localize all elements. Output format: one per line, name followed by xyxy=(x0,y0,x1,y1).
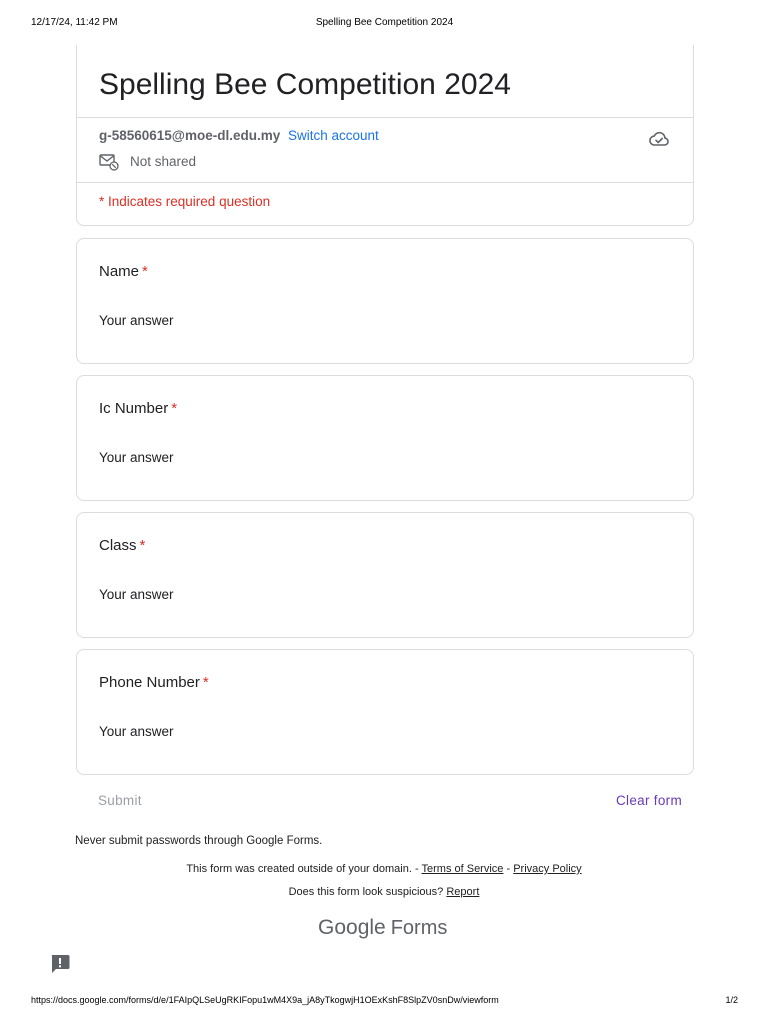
account-email: g-58560615@moe-dl.edu.my xyxy=(99,128,281,143)
not-shared-label: Not shared xyxy=(130,154,197,169)
feedback-icon[interactable] xyxy=(49,953,71,975)
phone-number-input[interactable]: Your answer xyxy=(99,724,174,739)
password-warning: Never submit passwords through Google Forms. xyxy=(75,835,323,847)
question-card-name xyxy=(76,238,694,364)
form-header-card xyxy=(76,45,694,226)
google-forms-logo[interactable] xyxy=(318,916,447,946)
print-header xyxy=(31,17,738,31)
ic-number-input[interactable]: Your answer xyxy=(99,450,174,465)
header-divider-2 xyxy=(77,182,693,183)
submit-button[interactable]: Submit xyxy=(98,793,142,808)
domain-text: This form was created outside of your domain. - xyxy=(186,863,419,875)
print-title: Spelling Bee Competition 2024 xyxy=(315,17,454,28)
print-page-number: 1/2 xyxy=(725,995,738,1005)
question-label xyxy=(99,399,177,419)
question-label-text: Ic Number xyxy=(99,400,169,417)
switch-account-link[interactable]: Switch account xyxy=(288,128,379,143)
print-url: https://docs.google.com/forms/d/e/1FAIpQLSeUgRKIFopu1wM4X9a_jA8yTkogwjH1OExKshF8SlpZV0snDw/viewform xyxy=(31,995,499,1005)
class-input[interactable]: Your answer xyxy=(99,587,174,602)
cloud-check-icon xyxy=(647,127,671,151)
question-label-text: Class xyxy=(99,537,137,554)
suspicious-notice xyxy=(0,884,768,900)
domain-notice xyxy=(0,861,768,877)
privacy-policy-link[interactable]: Privacy Policy xyxy=(513,863,582,875)
brand-forms: Forms xyxy=(390,917,448,939)
terms-of-service-link[interactable]: Terms of Service xyxy=(421,863,504,875)
sharing-status xyxy=(99,153,196,171)
question-label xyxy=(99,262,148,282)
report-link[interactable]: Report xyxy=(446,886,480,898)
print-footer xyxy=(31,995,738,1009)
name-input[interactable]: Your answer xyxy=(99,313,174,328)
clear-form-button[interactable]: Clear form xyxy=(616,793,683,808)
question-card-phone-number xyxy=(76,649,694,775)
required-star: * xyxy=(171,400,178,417)
print-date: 12/17/24, 11:42 PM xyxy=(31,17,118,28)
question-label xyxy=(99,536,145,556)
form-title: Spelling Bee Competition 2024 xyxy=(99,68,511,101)
required-star: * xyxy=(202,674,209,691)
question-label-text: Phone Number xyxy=(99,674,200,691)
mail-not-shared-icon xyxy=(99,153,119,171)
suspicious-text: Does this form look suspicious? xyxy=(288,886,444,898)
required-star: * xyxy=(139,537,146,554)
required-star: * xyxy=(142,263,148,280)
question-card-class xyxy=(76,512,694,638)
question-label xyxy=(99,673,209,693)
required-note: * Indicates required question xyxy=(99,194,271,209)
brand-google: Google xyxy=(318,916,386,939)
account-row xyxy=(99,127,379,145)
link-separator: - xyxy=(506,863,511,875)
question-card-ic-number xyxy=(76,375,694,501)
question-label-text: Name xyxy=(99,263,140,280)
header-divider xyxy=(77,117,693,118)
